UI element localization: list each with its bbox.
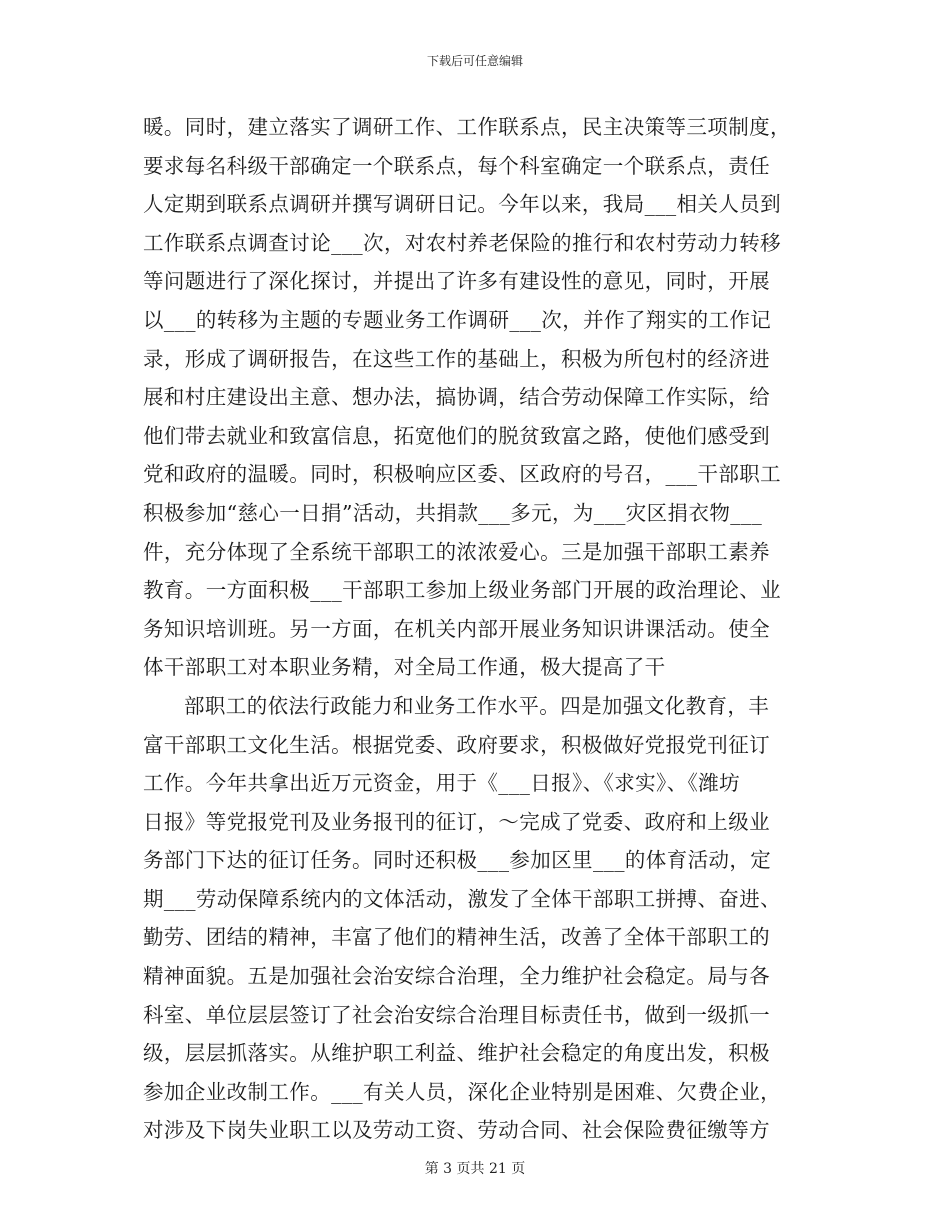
text-line: 党和政府的温暖。同时，积极响应区委、区政府的号召，___干部职工 <box>143 462 782 487</box>
text-line: 展和村庄建设出主意、想办法，搞协调，结合劳动保障工作实际，给 <box>143 385 770 410</box>
text-line: 日报》等党报党刊及业务报刊的征订，～完成了党委、政府和上级业 <box>143 809 770 834</box>
text-line: 富干部职工文化生活。根据党委、政府要求，积极做好党报党刊征订 <box>143 732 770 757</box>
page-footer: 第 3 页共 21 页 <box>424 1161 526 1177</box>
text-line: 务知识培训班。另一方面，在机关内部开展业务知识讲课活动。使全 <box>143 616 770 641</box>
text-line: 工作。今年共拿出近万元资金，用于《___日报》、《求实》、《潍坊 <box>143 771 741 796</box>
text-line: 等问题进行了深化探讨，并提出了许多有建设性的意见，同时，开展 <box>143 269 770 294</box>
document-body <box>143 108 803 1150</box>
text-line: 参加企业改制工作。___有关人员，深化企业特别是困难、欠费企业， <box>143 1079 782 1104</box>
text-line: 对涉及下岗失业职工以及劳动工资、劳动合同、社会保险费征缴等方 <box>143 1118 770 1143</box>
text-line: 勤劳、团结的精神，丰富了他们的精神生活，改善了全体干部职工的 <box>143 925 770 950</box>
text-line: 暖。同时，建立落实了调研工作、工作联系点，民主决策等三项制度， <box>143 115 791 139</box>
text-line: 教育。一方面积极___干部职工参加上级业务部门开展的政治理论、业 <box>143 578 782 603</box>
text-line: 人定期到联系点调研并撰写调研日记。今年以来，我局___相关人员到 <box>143 192 782 217</box>
text-line: 他们带去就业和致富信息，拓宽他们的脱贫致富之路，使他们感受到 <box>143 423 770 448</box>
text-line: 工作联系点调查讨论___次，对农村养老保险的推行和农村劳动力转移 <box>143 230 782 255</box>
text-line: 积极参加“慈心一日捐”活动，共捐款___多元，为___灾区捐衣物___ <box>143 500 763 525</box>
text-line: 务部门下达的征订任务。同时还积极___参加区里___的体育活动，定 <box>143 848 772 873</box>
text-line: 级，层层抓落实。从维护职工利益、维护社会稳定的角度出发，积极 <box>143 1041 770 1066</box>
text-line: 以___的转移为主题的专题业务工作调研___次，并作了翔实的工作记 <box>143 307 772 332</box>
text-line: 件，充分体现了全系统干部职工的浓浓爱心。三是加强干部职工素养 <box>143 539 770 564</box>
paragraph-start-line: 部职工的依法行政能力和业务工作水平。四是加强文化教育，丰 <box>184 693 770 718</box>
text-line: 录，形成了调研报告，在这些工作的基础上，积极为所包村的经济进 <box>143 346 770 371</box>
text-line: 期___劳动保障系统内的文体活动，激发了全体干部职工拼搏、奋进、 <box>143 886 782 911</box>
text-line: 科室、单位层层签订了社会治安综合治理目标责任书，做到一级抓一 <box>143 1002 770 1027</box>
text-line: 要求每名科级干部确定一个联系点，每个科室确定一个联系点，责任 <box>143 153 770 178</box>
text-line: 体干部职工对本职业务精，对全局工作通，极大提高了干 <box>143 655 666 680</box>
text-line: 精神面貌。五是加强社会治安综合治理，全力维护社会稳定。局与各 <box>143 964 770 989</box>
page-header: 下载后可任意编辑 <box>426 54 523 68</box>
